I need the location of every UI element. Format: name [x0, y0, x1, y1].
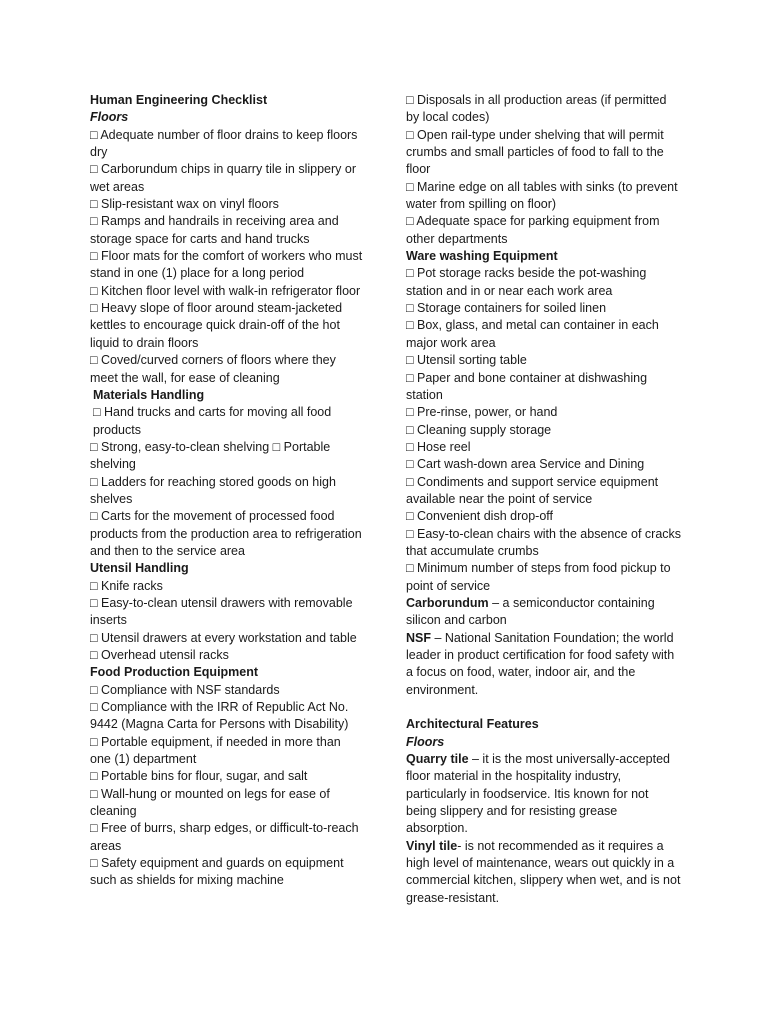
checklist-item: □ Wall-hung or mounted on legs for ease of cleaning [90, 786, 330, 819]
checklist-item: □ Easy-to-clean chairs with the absence of cracks that accumulate crumbs [406, 526, 682, 558]
food-production-heading: Food Production Equipment [90, 665, 259, 680]
checklist-item: □ Storage containers for soiled linen [406, 301, 607, 316]
checklist-item: □ Adequate number of floor drains to keep floors dry [90, 127, 358, 160]
checklist-item: □ Carts for the movement of processed food products from the production area to refrigeration and then to the service area [90, 509, 362, 558]
checklist-item: □ Convenient dish drop-off [406, 509, 553, 524]
checklist-item: □ Marine edge on all tables with sinks (to prevent water from spilling on floor) [406, 179, 678, 212]
checklist-item: □ Hand trucks and carts for moving all food products [93, 405, 332, 437]
checklist-item: □ Carborundum chips in quarry tile in slippery or wet areas [90, 162, 356, 194]
checklist-item: □ Heavy slope of floor around steam-jacketed kettles to encourage quick drain-off of the hot liquid to drain floors [90, 301, 343, 350]
checklist-item: □ Easy-to-clean utensil drawers with removable inserts [90, 595, 353, 628]
definition-term: NSF [406, 630, 431, 645]
checklist-item: □ Floor mats for the comfort of workers who must stand in one (1) place for a long period [90, 249, 363, 281]
checklist-item: □ Adequate space for parking equipment from other departments [406, 214, 660, 246]
checklist-item: □ Portable bins for flour, sugar, and salt [90, 769, 308, 784]
checklist-item: □ Free of burrs, sharp edges, or difficult-to-reach areas [90, 821, 359, 853]
checklist-item: □ Overhead utensil racks [90, 648, 229, 662]
definition-text: – National Sanitation Foundation; the world leader in product certification for food safety with a focus on food, water, indoor air, and the environment. [406, 630, 675, 697]
document-title: Human Engineering Checklist [90, 93, 268, 107]
checklist-item: □ Kitchen floor level with walk-in refrigerator floor [90, 283, 361, 298]
checklist-item: □ Utensil drawers at every workstation and table [90, 630, 357, 645]
definition-vinyl-tile [406, 838, 682, 907]
checklist-item: □ Pot storage racks beside the pot-washing station and in or near each work area [406, 266, 647, 298]
checklist-item: □ Compliance with NSF standards [90, 682, 280, 697]
checklist-item: □ Box, glass, and metal can container in each major work area [406, 318, 659, 350]
definition-quarry-tile [406, 751, 682, 838]
checklist-item: □ Coved/curved corners of floors where they meet the wall, for ease of cleaning [90, 353, 336, 385]
architectural-features-heading: Architectural Features [406, 717, 539, 732]
materials-handling-heading: Materials Handling [93, 387, 205, 402]
checklist-item: □ Compliance with the IRR of Republic Act No. 9442 (Magna Carta for Persons with Disability) [90, 700, 349, 732]
definition-text: – a semiconductor containing silicon and carbon [406, 595, 655, 628]
checklist-item: □ Cart wash-down area Service and Dining [406, 457, 645, 472]
checklist-item: □ Minimum number of steps from food pickup to point of service [406, 561, 671, 593]
floors-heading: Floors [90, 110, 129, 125]
checklist-item: □ Condiments and support service equipment available near the point of service [406, 474, 659, 506]
right-column [406, 92, 682, 907]
checklist-item: □ Strong, easy-to-clean shelving □ Portable shelving [90, 439, 331, 472]
definition-text: – it is the most universally-accepted floor material in the hospitality industry, particularly in foodservice. Itis known for not being slippery and for resisting grease absorption. [406, 752, 671, 836]
checklist-item: □ Pre-rinse, power, or hand [406, 405, 558, 420]
checklist-item: □ Ramps and handrails in receiving area and storage space for carts and hand trucks [90, 214, 339, 246]
checklist-item: □ Open rail-type under shelving that will permit crumbs and small particles of food to fall to the floor [406, 127, 664, 177]
checklist-item: □ Portable equipment, if needed in more than one (1) department [90, 734, 341, 767]
checklist-item: □ Knife racks [90, 578, 163, 593]
definition-term: Vinyl tile [406, 838, 458, 853]
spacer [406, 699, 682, 716]
floors-subheading: Floors [406, 734, 445, 749]
checklist-item: □ Paper and bone container at dishwashing station [406, 370, 648, 402]
definition-carborundum [406, 595, 682, 630]
checklist-item: □ Ladders for reaching stored goods on high shelves [90, 474, 336, 506]
definition-text: - is not recommended as it requires a high level of maintenance, wears out quickly in a commercial kitchen, slippery when wet, and is not grease-resistant. [406, 838, 681, 905]
definition-nsf [406, 630, 682, 699]
utensil-handling-heading: Utensil Handling [90, 561, 189, 576]
definition-term: Quarry tile [406, 752, 469, 767]
definition-term: Carborundum [406, 595, 489, 610]
checklist-item: □ Cleaning supply storage [406, 422, 552, 437]
checklist-item: □ Hose reel [406, 439, 471, 454]
left-column [90, 92, 365, 890]
checklist-item: □ Safety equipment and guards on equipment such as shields for mixing machine [90, 856, 344, 888]
checklist-item: □ Disposals in all production areas (if permitted by local codes) [406, 93, 667, 125]
checklist-item: □ Utensil sorting table [406, 353, 527, 368]
ware-washing-heading: Ware washing Equipment [406, 249, 558, 264]
checklist-item: □ Slip-resistant wax on vinyl floors [90, 197, 279, 212]
